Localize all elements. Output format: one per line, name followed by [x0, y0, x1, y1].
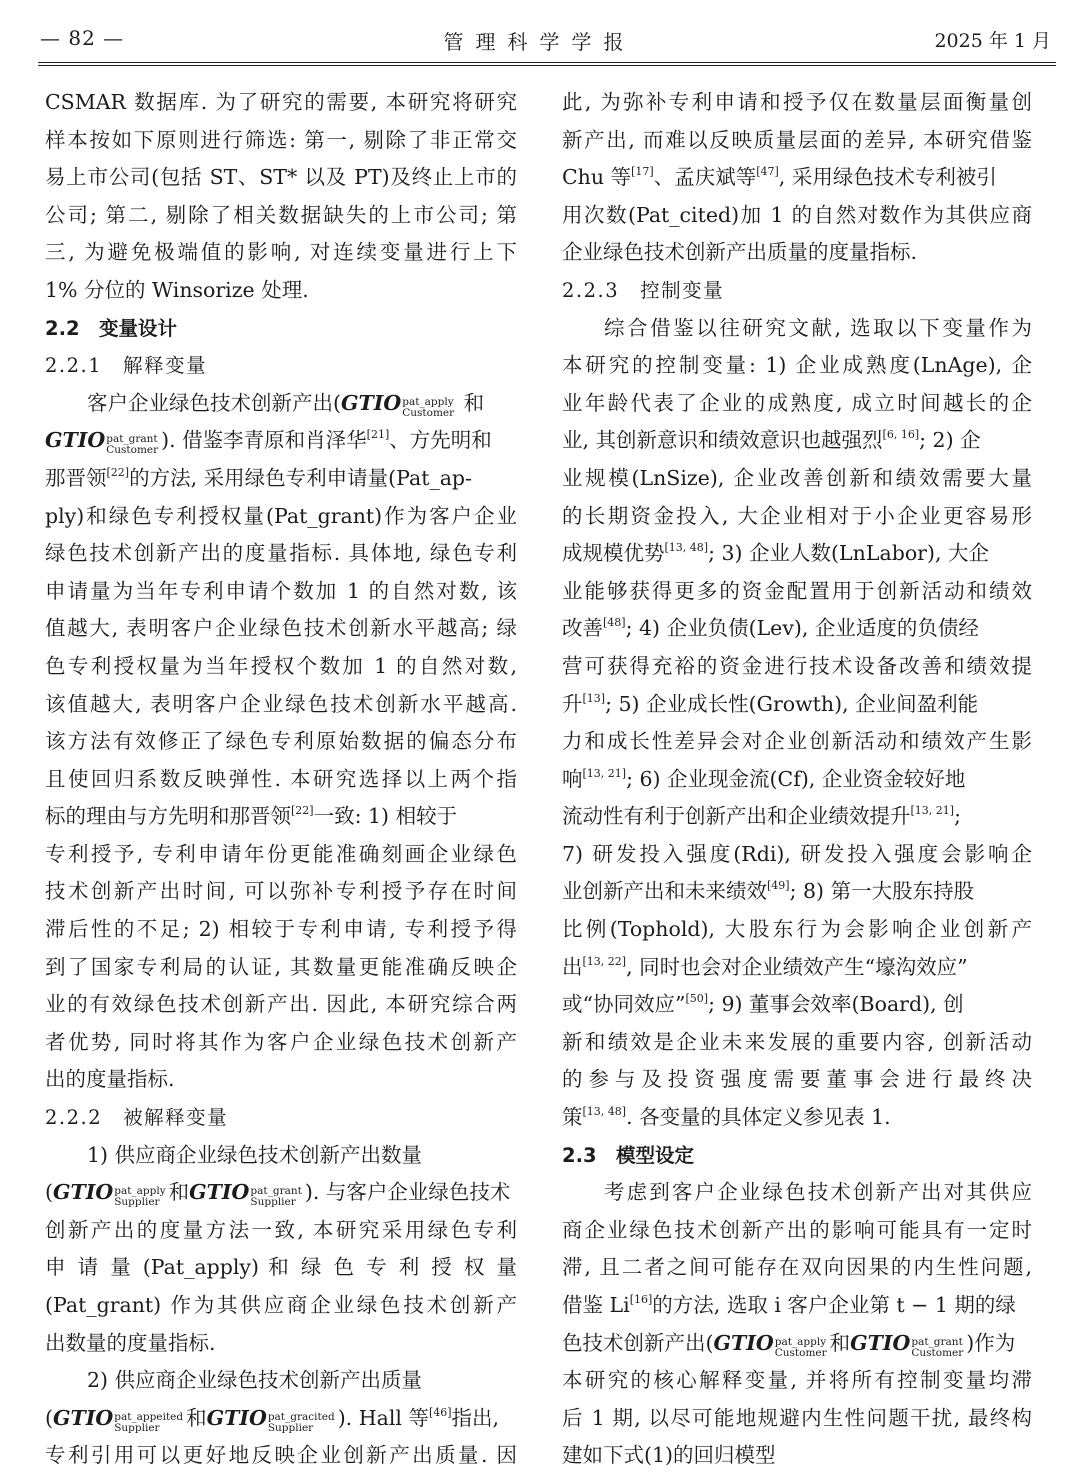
citation: [22]	[106, 465, 130, 479]
text-line: 业年龄代表了企业的成熟度, 成立时间越长的企	[562, 390, 1032, 415]
citation: [6, 16]	[882, 428, 920, 442]
text-line: 标的理由与方先明和那晋领[22]一致: 1) 相较于	[45, 804, 458, 829]
subsection-heading: 2.2.2 被解释变量	[45, 1106, 229, 1130]
text-line: 策[13, 48]. 各变量的具体定义参见表 1.	[562, 1105, 891, 1130]
text-line: 技术创新产出时间, 可以弥补专利授予存在时间	[45, 879, 517, 904]
text-line: 新产出, 而难以反映质量层面的差异, 本研究借鉴	[562, 127, 1032, 152]
text-line: 色技术创新产出(GTIO pat_apply Customer 和GTIO pat_grant Customer )作为	[562, 1330, 1016, 1359]
text-line: 7) 研发投入强度(Rdi), 研发投入强度会影响企	[562, 841, 1032, 866]
text-line: 用次数(Pat_cited)加 1 的自然对数作为其供应商	[562, 202, 1032, 227]
text-line: 本研究的控制变量: 1) 企业成熟度(LnAge), 企	[562, 353, 1032, 378]
math-subsup: pat_grant Customer	[106, 433, 159, 457]
text-line: 借鉴 Li[16]的方法, 选取 i 客户企业第 t − 1 期的绿	[562, 1293, 1016, 1317]
text-line: (Pat_grant) 作为其供应商企业绿色技术创新产	[45, 1293, 517, 1317]
citation: [13, 21]	[910, 804, 955, 818]
text-line: 三, 为避免极端值的影响, 对连续变量进行上下	[45, 240, 517, 265]
text-line: 绿色技术创新产出的度量指标. 具体地, 绿色专利	[45, 541, 517, 566]
subsection-heading: 2.2.1 解释变量	[45, 354, 208, 378]
text-line: 值越大, 表明客户企业绿色技术创新水平越高; 绿	[45, 616, 517, 641]
header-rule-bottom	[38, 65, 1056, 66]
text-line: 出数量的度量指标.	[45, 1330, 216, 1355]
citation: [16]	[629, 1293, 653, 1306]
text-line: 滞, 且二者之间可能存在双向因果的内生性问题,	[562, 1255, 1032, 1280]
text-line: 流动性有利于创新产出和企业绩效提升[13, 21];	[562, 804, 961, 829]
text-line: 业能够获得更多的资金配置用于创新活动和绩效	[562, 578, 1032, 603]
issue-date: 2025 年 1 月	[934, 30, 1051, 52]
math-subsup: pat_apply Customer	[774, 1335, 827, 1359]
text-line: 业的有效绿色技术创新产出. 因此, 本研究综合两	[45, 992, 517, 1017]
text-line: 专利引用可以更好地反映企业创新产出质量. 因	[45, 1443, 517, 1468]
text-line: ply)和绿色专利授权量(Pat_grant)作为客户企业	[45, 503, 517, 528]
text-line: 业规模(LnSize), 企业改善创新和绩效需要大量	[562, 465, 1032, 490]
citation: [13]	[582, 691, 606, 705]
text-line: 综合借鉴以往研究文献, 选取以下变量作为	[604, 315, 1032, 340]
text-line: 色专利授权量为当年授权个数加 1 的自然对数,	[45, 653, 517, 678]
text-line: 或“协同效应”[50]; 9) 董事会效率(Board), 创	[562, 992, 964, 1017]
text-line: 的参与及投资强度需要董事会进行最终决	[562, 1067, 1032, 1092]
text-line: 考虑到客户企业绿色技术创新产出对其供应	[604, 1180, 1032, 1205]
text-line: CSMAR 数据库. 为了研究的需要, 本研究将研究	[45, 90, 517, 114]
math-subsup: pat_appeited Supplier	[114, 1410, 184, 1434]
citation: [13, 48]	[664, 541, 709, 555]
text-line: 该值越大, 表明客户企业绿色技术创新水平越高.	[45, 691, 517, 716]
text-line: 易上市公司(包括 ST、ST* 以及 PT)及终止上市的	[45, 165, 517, 190]
page-number: — 82 —	[40, 26, 125, 50]
text-line: (GTIO pat_apply Supplier 和GTIO pat_grant Supplier ). 与客户企业绿色技术	[45, 1180, 511, 1209]
citation: [48]	[603, 616, 626, 630]
text-line: 专利授予, 专利申请年份更能准确刻画企业绿色	[45, 841, 517, 866]
text-line: 成规模优势[13, 48]; 3) 企业人数(LnLabor), 大企	[562, 541, 990, 566]
text-line: 业, 其创新意识和绩效意识也越强烈[6, 16]; 2) 企	[562, 428, 981, 453]
citation: [50]	[685, 992, 709, 1006]
right-column	[562, 84, 1032, 1475]
subsection-heading: 2.2.3 控制变量	[562, 278, 725, 302]
section-heading: 2.3 模型设定	[562, 1143, 695, 1167]
math-subsup: pat_gracited Supplier	[267, 1410, 335, 1434]
math-subsup: pat_grant Customer	[911, 1335, 964, 1359]
left-column	[45, 84, 517, 1475]
text-line: 响[13, 21]; 6) 企业现金流(Cf), 企业资金较好地	[562, 766, 966, 791]
text-line: 此, 为弥补专利申请和授予仅在数量层面衡量创	[562, 90, 1032, 114]
text-line: Chu 等[17]、孟庆斌等[47], 采用绿色技术专利被引	[562, 165, 997, 190]
text-line: 新和绩效是企业未来发展的重要内容, 创新活动	[562, 1029, 1032, 1054]
text-line: GTIO pat_grant Customer ). 借鉴李青原和肖泽华[21]、方先明和	[45, 428, 492, 457]
citation: [13, 22]	[582, 954, 627, 968]
page-header	[0, 0, 1079, 66]
citation: [49]	[767, 879, 790, 893]
citation: [13, 21]	[582, 766, 627, 780]
text-line: 出的度量指标.	[45, 1067, 175, 1092]
text-line: 滞后性的不足; 2) 相较于专利申请, 专利授予得	[45, 917, 517, 942]
text-line: 营可获得充裕的资金进行技术设备改善和绩效提	[562, 653, 1032, 678]
journal-title: 管理科学学报	[443, 30, 636, 54]
text-line: 客户企业绿色技术创新产出(GTIO pat_apply Customer 和	[87, 390, 485, 419]
text-line: 建如下式(1)的回归模型	[562, 1443, 776, 1468]
math-subsup: pat_grant Supplier	[250, 1185, 302, 1209]
text-line: 改善[48]; 4) 企业负债(Lev), 企业适度的负债经	[562, 616, 979, 641]
math-subsup: pat_apply Customer	[402, 395, 455, 419]
text-line: 本研究的核心解释变量, 并将所有控制变量均滞	[562, 1368, 1032, 1393]
text-line: 申 请 量 (Pat_apply) 和 绿 色 专 利 授 权 量	[45, 1255, 517, 1280]
text-line: 申请量为当年专利申请个数加 1 的自然对数, 该	[45, 578, 517, 603]
header-rule-top	[38, 62, 1056, 63]
text-line: 样本按如下原则进行筛选: 第一, 剔除了非正常交	[45, 127, 517, 152]
text-line: 该方法有效修正了绿色专利原始数据的偏态分布	[45, 729, 517, 754]
text-line: 公司; 第二, 剔除了相关数据缺失的上市公司; 第	[45, 202, 517, 227]
text-line: 且使回归系数反映弹性. 本研究选择以上两个指	[45, 766, 517, 791]
citation: [47]	[756, 165, 779, 179]
text-line: (GTIO pat_appeited Supplier 和GTIO pat_gracited Supplier ). Hall 等[46]指出,	[45, 1405, 500, 1434]
citation: [17]	[631, 165, 654, 179]
text-line: 2) 供应商企业绿色技术创新产出质量	[87, 1368, 423, 1393]
math-subsup: pat_apply Supplier	[114, 1185, 166, 1209]
text-line: 企业绿色技术创新产出质量的度量指标.	[562, 240, 918, 265]
text-line: 1% 分位的 Winsorize 处理.	[45, 277, 309, 302]
citation: [21]	[366, 428, 390, 442]
citation: [22]	[291, 804, 314, 818]
section-heading: 2.2 变量设计	[45, 316, 178, 340]
citation: [13, 48]	[582, 1105, 627, 1119]
text-line: 那晋领[22]的方法, 采用绿色专利申请量(Pat_ap-	[45, 465, 472, 490]
text-line: 升[13]; 5) 企业成长性(Growth), 企业间盈利能	[562, 691, 979, 716]
text-line: 后 1 期, 以尽可能地规避内生性问题干扰, 最终构	[562, 1405, 1032, 1430]
text-line: 出[13, 22], 同时也会对企业绩效产生“壕沟效应”	[562, 954, 968, 979]
text-line: 创新产出的度量方法一致, 本研究采用绿色专利	[45, 1217, 517, 1242]
citation: [46]	[428, 1405, 452, 1419]
text-line: 业创新产出和未来绩效[49]; 8) 第一大股东持股	[562, 879, 975, 904]
text-line: 力和成长性差异会对企业创新活动和绩效产生影	[562, 729, 1032, 754]
text-line: 比例(Tophold), 大股东行为会影响企业创新产	[562, 917, 1032, 942]
text-line: 1) 供应商企业绿色技术创新产出数量	[87, 1142, 423, 1167]
text-line: 者优势, 同时将其作为客户企业绿色技术创新产	[45, 1029, 517, 1054]
text-line: 商企业绿色技术创新产出的影响可能具有一定时	[562, 1217, 1032, 1242]
text-line: 的长期资金投入, 大企业相对于小企业更容易形	[562, 503, 1032, 528]
text-line: 到了国家专利局的认证, 其数量更能准确反映企	[45, 954, 517, 979]
